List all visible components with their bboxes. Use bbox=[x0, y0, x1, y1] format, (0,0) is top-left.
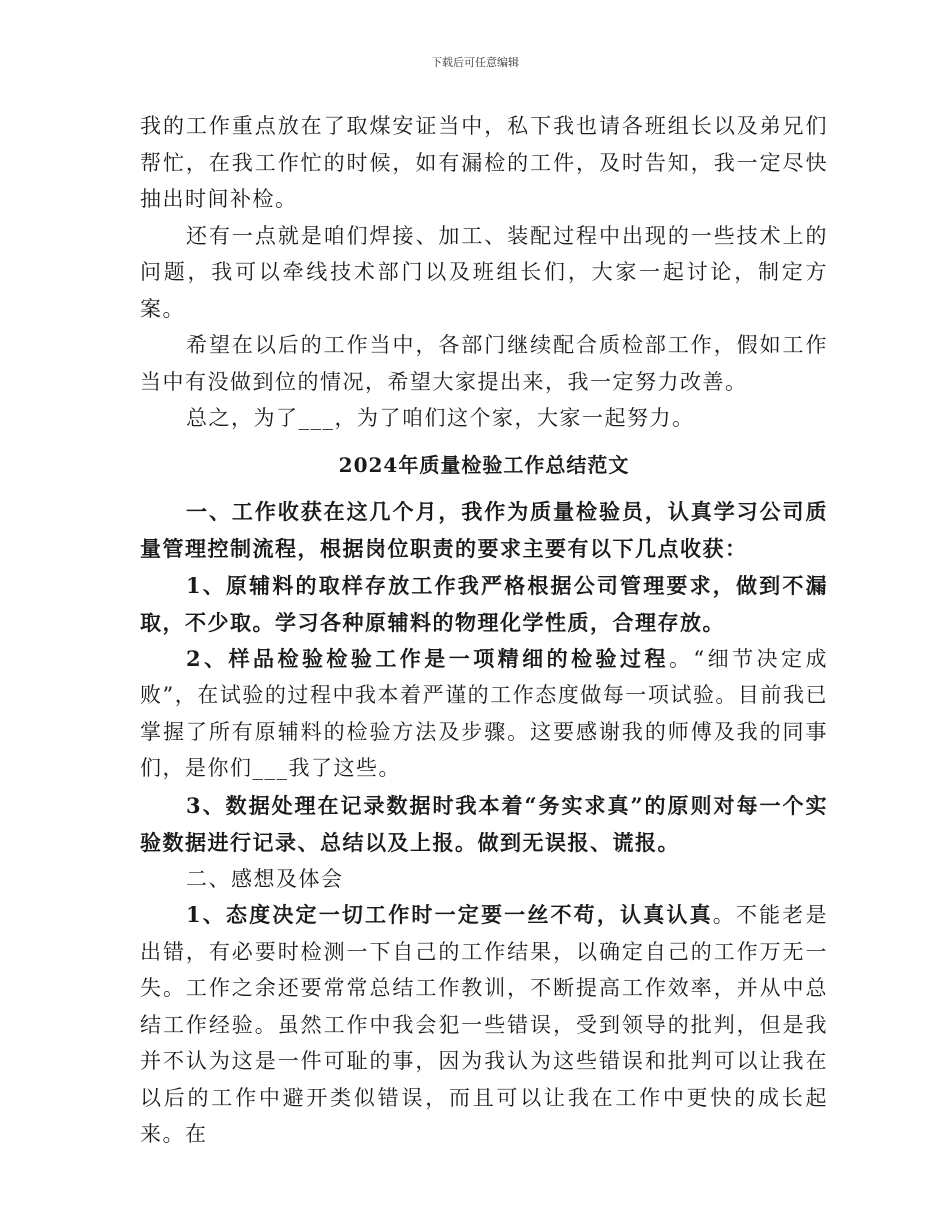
page-header: 下载后可任意编辑 bbox=[431, 56, 519, 69]
paragraph-3: 希望在以后的工作当中，各部门继续配合质检部工作，假如工作当中有没做到位的情况，希望大家提出来，我一定努力改善。 bbox=[140, 333, 828, 394]
section-2-item-1 bbox=[140, 897, 828, 1153]
section-1-item-3: 3、数据处理在记录数据时我本着“务实求真”的原则对每一个实验数据进行记录、总结以及上报。做到无误报、谎报。 bbox=[140, 792, 828, 855]
paragraph-4: 总之，为了___，为了咱们这个家，大家一起努力。 bbox=[186, 406, 695, 430]
section-2-item-1-text: 。不能老是出错，有必要时检测一下自己的工作结果，以确定自己的工作万无一失。工作之余还要常常总结工作教训，不断提高工作效率，并从中总结工作经验。虽然工作中我会犯一些错误，受到领导的批判，但是我并不认为这是一件可耻的事，因为我认为这些错误和批判可以让我在以后的工作中避开类似错误，而且可以让我在工作中更快的成长起来。在 bbox=[140, 903, 828, 1146]
document-body bbox=[140, 108, 828, 1153]
paragraph-1: 我的工作重点放在了取煤安证当中，私下我也请各班组长以及弟兄们帮忙，在我工作忙的时候，如有漏检的工件，及时告知，我一定尽快抽出时间补检。 bbox=[140, 114, 828, 211]
section-1-item-2-lead: 2、样品检验检验工作是一项精细的检验过程 bbox=[186, 645, 669, 671]
section-title: 2024年质量检验工作总结范文 bbox=[338, 452, 630, 477]
section-1-item-2-text: 。“细节决定成败”，在试验的过程中我本着严谨的工作态度做每一项试验。目前我已掌握了所有原辅料的检验方法及步骤。这要感谢我的师傅及我的同事们，是你们___我了这些。 bbox=[140, 646, 828, 780]
section-2-heading: 二、感想及体会 bbox=[186, 866, 344, 891]
section-1-item-2 bbox=[140, 641, 828, 787]
section-1-item-1: 1、原辅料的取样存放工作我严格根据公司管理要求，做到不漏取，不少取。学习各种原辅料的物理化学性质，合理存放。 bbox=[140, 572, 828, 635]
paragraph-2: 还有一点就是咱们焊接、加工、装配过程中出现的一些技术上的问题，我可以牵线技术部门以及班组长们，大家一起讨论，制定方案。 bbox=[140, 223, 828, 321]
section-2-item-1-lead: 1、态度决定一切工作时一定要一丝不苟，认真认真 bbox=[186, 902, 713, 927]
section-1-heading: 一、工作收获在这几个月，我作为质量检验员，认真学习公司质量管理控制流程，根据岗位职责的要求主要有以下几点收获： bbox=[140, 498, 828, 561]
